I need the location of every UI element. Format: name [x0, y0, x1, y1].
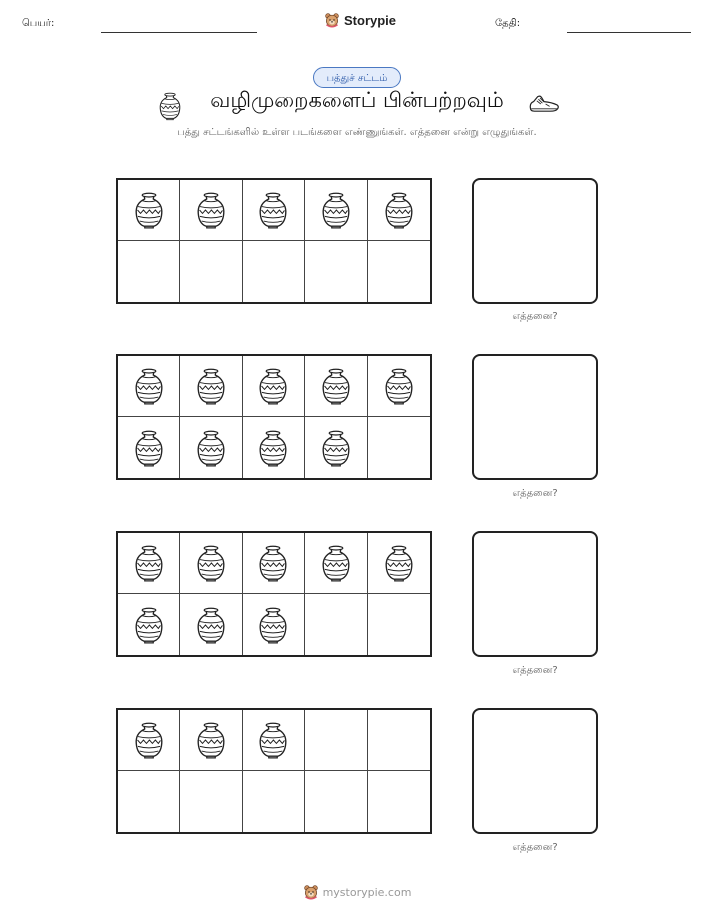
brand-name: Storypie [344, 12, 397, 28]
ten-frame [116, 354, 432, 480]
pot-icon [319, 543, 353, 583]
pot-icon [382, 190, 416, 230]
frame-cell [305, 356, 367, 417]
pot-icon [194, 605, 228, 645]
pot-icon [194, 190, 228, 230]
frame-cell [118, 356, 180, 417]
frame-cell [368, 180, 430, 241]
pot-icon [382, 366, 416, 406]
ten-frame [116, 708, 432, 834]
pot-icon [256, 543, 290, 583]
frame-cell [305, 771, 367, 832]
frame-cell [243, 241, 305, 302]
frame-cell [368, 771, 430, 832]
footer-url[interactable]: mystorypie.com [322, 885, 412, 899]
frame-cell [368, 356, 430, 417]
pot-icon [319, 190, 353, 230]
ten-frame [116, 531, 432, 657]
pot-icon [132, 190, 166, 230]
pot-icon [194, 720, 228, 760]
frame-cell [305, 533, 367, 594]
pot-icon [319, 428, 353, 468]
frame-cell [368, 594, 430, 655]
frame-cell [305, 241, 367, 302]
answer-box[interactable] [472, 354, 598, 480]
frame-cell [118, 533, 180, 594]
frame-cell [118, 771, 180, 832]
frame-cell [180, 533, 242, 594]
date-label: தேதி: [495, 18, 521, 29]
pot-icon [132, 605, 166, 645]
frame-cell [305, 180, 367, 241]
frame-cell [180, 180, 242, 241]
instructions: பத்து சட்டங்களில் உள்ள படங்களை எண்ணுங்கள். எத்தனை என்று எழுதுங்கள். [177, 127, 537, 138]
frame-cell [368, 533, 430, 594]
pot-icon [256, 720, 290, 760]
page-title: வழிமுறைகளைப் பின்பற்றவும் [210, 88, 504, 112]
frame-cell [180, 710, 242, 771]
frame-cell [243, 771, 305, 832]
answer-label: எத்தனை? [512, 311, 558, 322]
brand-logo [324, 12, 396, 28]
frame-cell [243, 180, 305, 241]
pot-icon [256, 428, 290, 468]
topic-badge: பத்துச் சட்டம் [313, 67, 401, 88]
pot-icon [319, 366, 353, 406]
frame-cell [243, 533, 305, 594]
pot-icon [256, 366, 290, 406]
frame-cell [368, 417, 430, 478]
ten-frame [116, 178, 432, 304]
frame-cell [180, 771, 242, 832]
answer-label: எத்தனை? [512, 665, 558, 676]
date-line[interactable] [567, 32, 691, 33]
pot-icon [132, 720, 166, 760]
pot-icon [382, 543, 416, 583]
frame-cell [180, 241, 242, 302]
pot-icon [132, 428, 166, 468]
shoe-icon [528, 93, 560, 115]
footer [0, 884, 714, 900]
pot-icon [256, 190, 290, 230]
bear-mascot-icon [324, 12, 340, 28]
frame-cell [243, 356, 305, 417]
pot-icon [132, 366, 166, 406]
bear-mascot-icon [303, 884, 319, 900]
frame-cell [180, 594, 242, 655]
pot-icon [256, 605, 290, 645]
pot-icon [194, 543, 228, 583]
frame-cell [243, 594, 305, 655]
answer-label: எத்தனை? [512, 488, 558, 499]
answer-box[interactable] [472, 531, 598, 657]
frame-cell [305, 417, 367, 478]
answer-box[interactable] [472, 708, 598, 834]
frame-cell [305, 594, 367, 655]
frame-cell [118, 241, 180, 302]
frame-cell [118, 594, 180, 655]
frame-cell [118, 417, 180, 478]
answer-box[interactable] [472, 178, 598, 304]
name-label: பெயர்: [22, 18, 55, 29]
frame-cell [243, 417, 305, 478]
frame-cell [180, 417, 242, 478]
answer-label: எத்தனை? [512, 842, 558, 853]
frame-cell [118, 710, 180, 771]
frame-cell [368, 241, 430, 302]
frame-cell [305, 710, 367, 771]
frame-cell [118, 180, 180, 241]
frame-cell [180, 356, 242, 417]
frame-cell [243, 710, 305, 771]
pot-icon [132, 543, 166, 583]
frame-cell [368, 710, 430, 771]
pot-icon [194, 428, 228, 468]
pot-icon [194, 366, 228, 406]
name-line[interactable] [101, 32, 257, 33]
